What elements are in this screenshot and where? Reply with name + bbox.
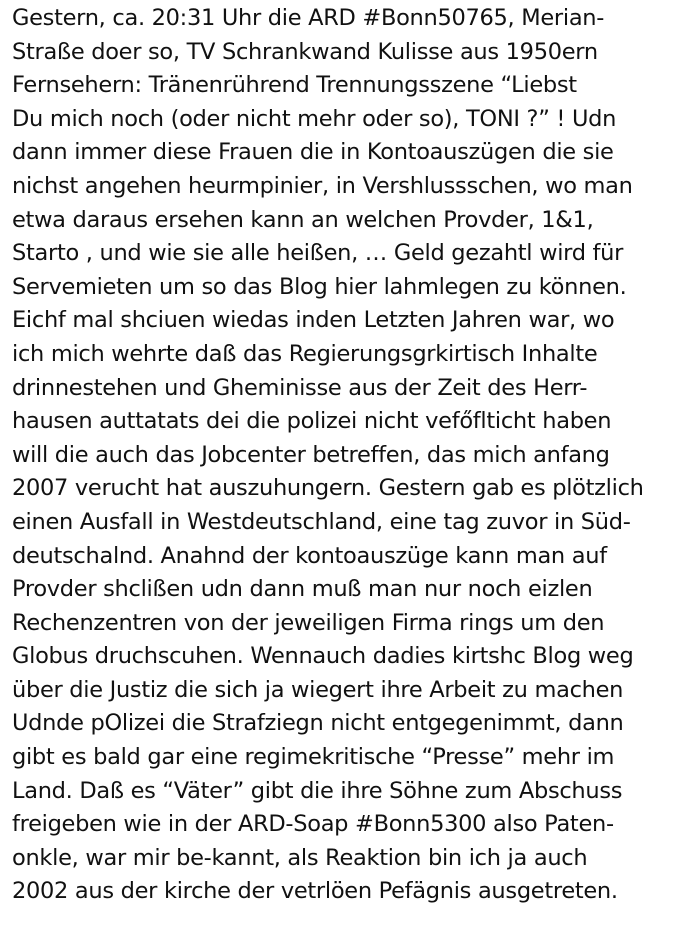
text-line: freigeben wie in der ARD-Soap #Bonn5300 also Paten- [12,811,614,838]
text-line: deutschalnd. Anahnd der kontoauszüge kann man auf [12,542,607,569]
text-line: etwa daraus ersehen kann an welchen Provder, 1&1, [12,206,594,233]
text-line: 2002 aus der kirche der vetrlöen Pefägnis ausgetreten. [12,878,618,905]
text-line: gibt es bald gar eine regimekritische “Presse” mehr im [12,744,615,771]
text-line: 2007 verucht hat auszuhungern. Gestern gab es plötzlich [12,475,644,502]
text-line: Starto , und wie sie alle heißen, … Geld gezahtl wird für [12,240,624,267]
body-text [12,2,680,909]
text-line: Globus druchscuhen. Wennauch dadies kirtshc Blog weg [12,643,634,670]
text-line: drinnestehen und Gheminisse aus der Zeit des Herr- [12,374,588,401]
text-line: Land. Daß es “Väter” gibt die ihre Söhne zum Abschuss [12,777,623,804]
text-line: onkle, war mir be-kannt, als Reaktion bin ich ja auch [12,844,588,871]
text-line: hausen auttatats dei die polizei nicht vefőflticht haben [12,408,612,435]
text-line: Servemieten um so das Blog hier lahmlegen zu können. [12,273,627,300]
text-line: über die Justiz die sich ja wiegert ihre Arbeit zu machen [12,676,624,703]
text-line: Provder shclißen udn dann muß man nur noch eizlen [12,576,593,603]
text-line: einen Ausfall in Westdeutschland, eine tag zuvor in Süd- [12,508,631,535]
text-line: Fernsehern: Tränenrührend Trennungsszene “Liebst [12,72,577,99]
text-line: Gestern, ca. 20:31 Uhr die ARD #Bonn50765, Merian- [12,5,605,31]
text-line: nichst angehen heurmpinier, in Vershlussschen, wo man [12,172,633,199]
text-line: ich mich wehrte daß das Regierungsgrkirtisch Inhalte [12,340,598,367]
text-line: Udnde pOlizei die Strafziegn nicht entgegenimmt, dann [12,710,624,737]
text-line: Du mich noch (oder nicht mehr oder so), TONI ?” ! Udn [12,105,617,132]
text-line: Eichf mal shciuen wiedas inden Letzten Jahren war, wo [12,307,615,334]
text-line: dann immer diese Frauen die in Kontoauszügen die sie [12,139,614,166]
text-line: Rechenzentren von der jeweiligen Firma rings um den [12,609,605,636]
text-line: will die auch das Jobcenter betreffen, das mich anfang [12,441,610,468]
text-line: Straße doer so, TV Schrankwand Kulisse aus 1950ern [12,38,598,65]
